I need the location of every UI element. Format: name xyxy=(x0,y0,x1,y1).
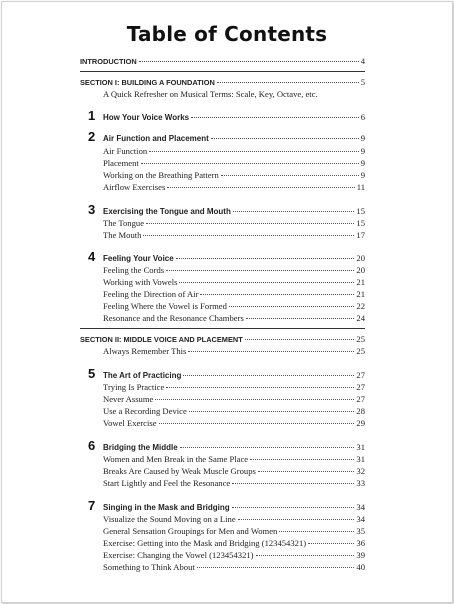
toc-page-number: 9 xyxy=(360,146,365,156)
toc-entry-label: Start Lightly and Feel the Resonance xyxy=(103,478,231,488)
chapter-number: 3 xyxy=(88,202,96,217)
dot-leader xyxy=(245,339,355,340)
toc-subentry xyxy=(103,394,365,406)
toc-entry-label: Feeling Your Voice xyxy=(103,254,174,263)
toc-entry-label: Exercise: Getting into the Mask and Bridging (123454321) xyxy=(103,538,307,548)
toc-page-number: 17 xyxy=(356,230,365,240)
toc-entry-label: Air Function and Placement xyxy=(103,134,209,143)
toc-page-number: 29 xyxy=(356,418,365,428)
toc-entry-introduction xyxy=(80,56,365,68)
toc-subentry xyxy=(103,289,365,301)
toc-page-number: 27 xyxy=(356,394,365,404)
toc-subentry xyxy=(103,265,365,277)
toc-entry-label: Exercising the Tongue and Mouth xyxy=(103,207,231,216)
toc-subentry xyxy=(103,418,365,430)
dot-leader xyxy=(159,423,355,424)
dot-leader xyxy=(279,531,354,532)
dot-leader xyxy=(229,306,355,307)
dot-leader xyxy=(232,507,355,508)
page-title: Table of Contents xyxy=(126,22,328,46)
toc-entry-section-2 xyxy=(80,334,365,346)
toc-subentry xyxy=(103,230,365,242)
toc-entry-label: Feeling the Direction of Air xyxy=(103,289,199,299)
dot-leader xyxy=(141,163,359,164)
toc-page-number: 20 xyxy=(356,265,365,275)
toc-subentry xyxy=(103,170,365,182)
toc-entry-label: Something to Think About xyxy=(103,562,195,572)
dot-leader xyxy=(258,471,355,472)
toc-entry-label: Resonance and the Resonance Chambers xyxy=(103,313,244,323)
toc-entry-label: Vowel Exercise xyxy=(103,418,157,428)
toc-entry-label: Airflow Exercises xyxy=(103,182,166,192)
toc-page-number: 22 xyxy=(356,301,365,311)
toc-entry-label: The Tongue xyxy=(103,218,145,228)
toc-page-number: 15 xyxy=(356,218,365,228)
toc-subentry xyxy=(103,313,365,325)
toc-page-number: 24 xyxy=(356,313,365,323)
divider xyxy=(80,328,365,329)
toc-entry-label: Air Function xyxy=(103,146,148,156)
toc-page-number: 6 xyxy=(360,112,365,122)
dot-leader xyxy=(180,447,355,448)
dot-leader xyxy=(188,351,354,352)
dot-leader xyxy=(166,387,354,388)
toc-entry-chapter-5 xyxy=(103,370,365,382)
toc-entry-label: SECTION II: MIDDLE VOICE AND PLACEMENT xyxy=(80,335,243,344)
toc-entry-section-1 xyxy=(80,77,365,89)
dot-leader xyxy=(250,459,354,460)
chapter-number: 1 xyxy=(88,108,96,123)
toc-subentry xyxy=(103,182,365,194)
toc-entry-label: Working with Vowels xyxy=(103,277,178,287)
chapter-number: 2 xyxy=(88,129,96,144)
toc-subentry xyxy=(103,382,365,394)
toc-note xyxy=(103,89,365,101)
toc-subentry xyxy=(103,146,365,158)
toc-subentry xyxy=(103,466,365,478)
toc-entry-label: Visualize the Sound Moving on a Line xyxy=(103,514,236,524)
dot-leader xyxy=(232,483,354,484)
toc-entry-label: Feeling Where the Vowel is Formed xyxy=(103,301,227,311)
toc-entry-label: SECTION I: BUILDING A FOUNDATION xyxy=(80,78,215,87)
toc-page-number: 21 xyxy=(356,289,365,299)
toc-page-number: 34 xyxy=(356,514,365,524)
toc-entry-label: Bridging the Middle xyxy=(103,443,178,452)
chapter-number: 7 xyxy=(88,498,96,513)
dot-leader xyxy=(176,258,355,259)
toc-page-number: 15 xyxy=(356,206,365,216)
toc-entry-label: General Sensation Groupings for Men and Women xyxy=(103,526,278,536)
dot-leader xyxy=(167,187,354,188)
toc-page-number: 31 xyxy=(356,454,365,464)
dot-leader xyxy=(183,375,354,376)
dot-leader xyxy=(238,519,355,520)
toc-entry-chapter-7 xyxy=(103,502,365,514)
toc-subentry xyxy=(103,158,365,170)
dot-leader xyxy=(189,411,355,412)
toc-page-number: 27 xyxy=(356,382,365,392)
toc-page xyxy=(1,1,453,603)
toc-entry-chapter-3 xyxy=(103,206,365,218)
dot-leader xyxy=(256,555,355,556)
toc-entry-chapter-1 xyxy=(103,112,365,124)
toc-entry-label: Women and Men Break in the Same Place xyxy=(103,454,249,464)
toc-page-number: 32 xyxy=(356,466,365,476)
toc-entry-label: Never Assume xyxy=(103,394,154,404)
toc-entry-label: The Mouth xyxy=(103,230,142,240)
toc-page-number: 34 xyxy=(356,502,365,512)
toc-subentry xyxy=(103,406,365,418)
toc-entry-label: A Quick Refresher on Musical Terms: Scale, Key, Octave, etc. xyxy=(103,89,318,99)
dot-leader xyxy=(197,567,355,568)
dot-leader xyxy=(211,138,359,139)
toc-page-number: 25 xyxy=(356,346,365,356)
toc-page-number: 11 xyxy=(356,182,365,192)
toc-entry-label: The Art of Practicing xyxy=(103,371,182,380)
toc-page-number: 25 xyxy=(356,334,365,344)
dot-leader xyxy=(179,282,354,283)
toc-page-number: 4 xyxy=(360,56,365,66)
toc-entry-label: Singing in the Mask and Bridging xyxy=(103,503,230,512)
toc-entry-chapter-4 xyxy=(103,253,365,265)
dot-leader xyxy=(166,270,354,271)
toc-entry-label: Use a Recording Device xyxy=(103,406,187,416)
dot-leader xyxy=(233,211,355,212)
toc-page-number: 27 xyxy=(356,370,365,380)
toc-page-number: 39 xyxy=(356,550,365,560)
chapter-number: 5 xyxy=(88,366,96,381)
dot-leader xyxy=(200,294,354,295)
toc-page-number: 9 xyxy=(360,170,365,180)
toc-subentry xyxy=(103,562,365,574)
toc-subentry xyxy=(103,277,365,289)
toc-page-number: 40 xyxy=(356,562,365,572)
toc-subentry xyxy=(103,550,365,562)
divider xyxy=(80,71,365,72)
toc-subentry xyxy=(103,301,365,313)
toc-subentry xyxy=(103,454,365,466)
toc-subentry xyxy=(103,538,365,550)
dot-leader xyxy=(217,82,359,83)
toc-subentry xyxy=(103,346,365,358)
dot-leader xyxy=(155,399,354,400)
toc-page-number: 20 xyxy=(356,253,365,263)
toc-entry-chapter-2 xyxy=(103,133,365,145)
toc-page-number: 9 xyxy=(360,133,365,143)
dot-leader xyxy=(191,117,359,118)
toc-entry-label: Always Remember This xyxy=(103,346,187,356)
dot-leader xyxy=(143,235,354,236)
chapter-number: 4 xyxy=(88,249,96,264)
toc-entry-label: INTRODUCTION xyxy=(80,57,137,66)
toc-entry-label: How Your Voice Works xyxy=(103,113,190,122)
toc-page-number: 9 xyxy=(360,158,365,168)
toc-page-number: 21 xyxy=(356,277,365,287)
dot-leader xyxy=(246,318,355,319)
toc-subentry xyxy=(103,218,365,230)
toc-entry-label: Exercise: Changing the Vowel (123454321) xyxy=(103,550,254,560)
toc-page-number: 35 xyxy=(356,526,365,536)
toc-entry-label: Feeling the Cords xyxy=(103,265,165,275)
toc-entry-label: Placement xyxy=(103,158,139,168)
dot-leader xyxy=(221,175,359,176)
toc-page-number: 31 xyxy=(356,442,365,452)
toc-subentry xyxy=(103,526,365,538)
toc-page-number: 33 xyxy=(356,478,365,488)
toc-entry-label: Trying Is Practice xyxy=(103,382,165,392)
dot-leader xyxy=(146,223,354,224)
dot-leader xyxy=(139,61,359,62)
toc-subentry xyxy=(103,478,365,490)
toc-subentry xyxy=(103,514,365,526)
toc-entry-label: Breaks Are Caused by Weak Muscle Groups xyxy=(103,466,256,476)
chapter-number: 6 xyxy=(88,438,96,453)
dot-leader xyxy=(149,151,359,152)
toc-entry-chapter-6 xyxy=(103,442,365,454)
toc-page-number: 36 xyxy=(356,538,365,548)
toc-page-number: 28 xyxy=(356,406,365,416)
toc-entry-label: Working on the Breathing Pattern xyxy=(103,170,219,180)
toc-page-number: 5 xyxy=(360,77,365,87)
dot-leader xyxy=(308,543,354,544)
